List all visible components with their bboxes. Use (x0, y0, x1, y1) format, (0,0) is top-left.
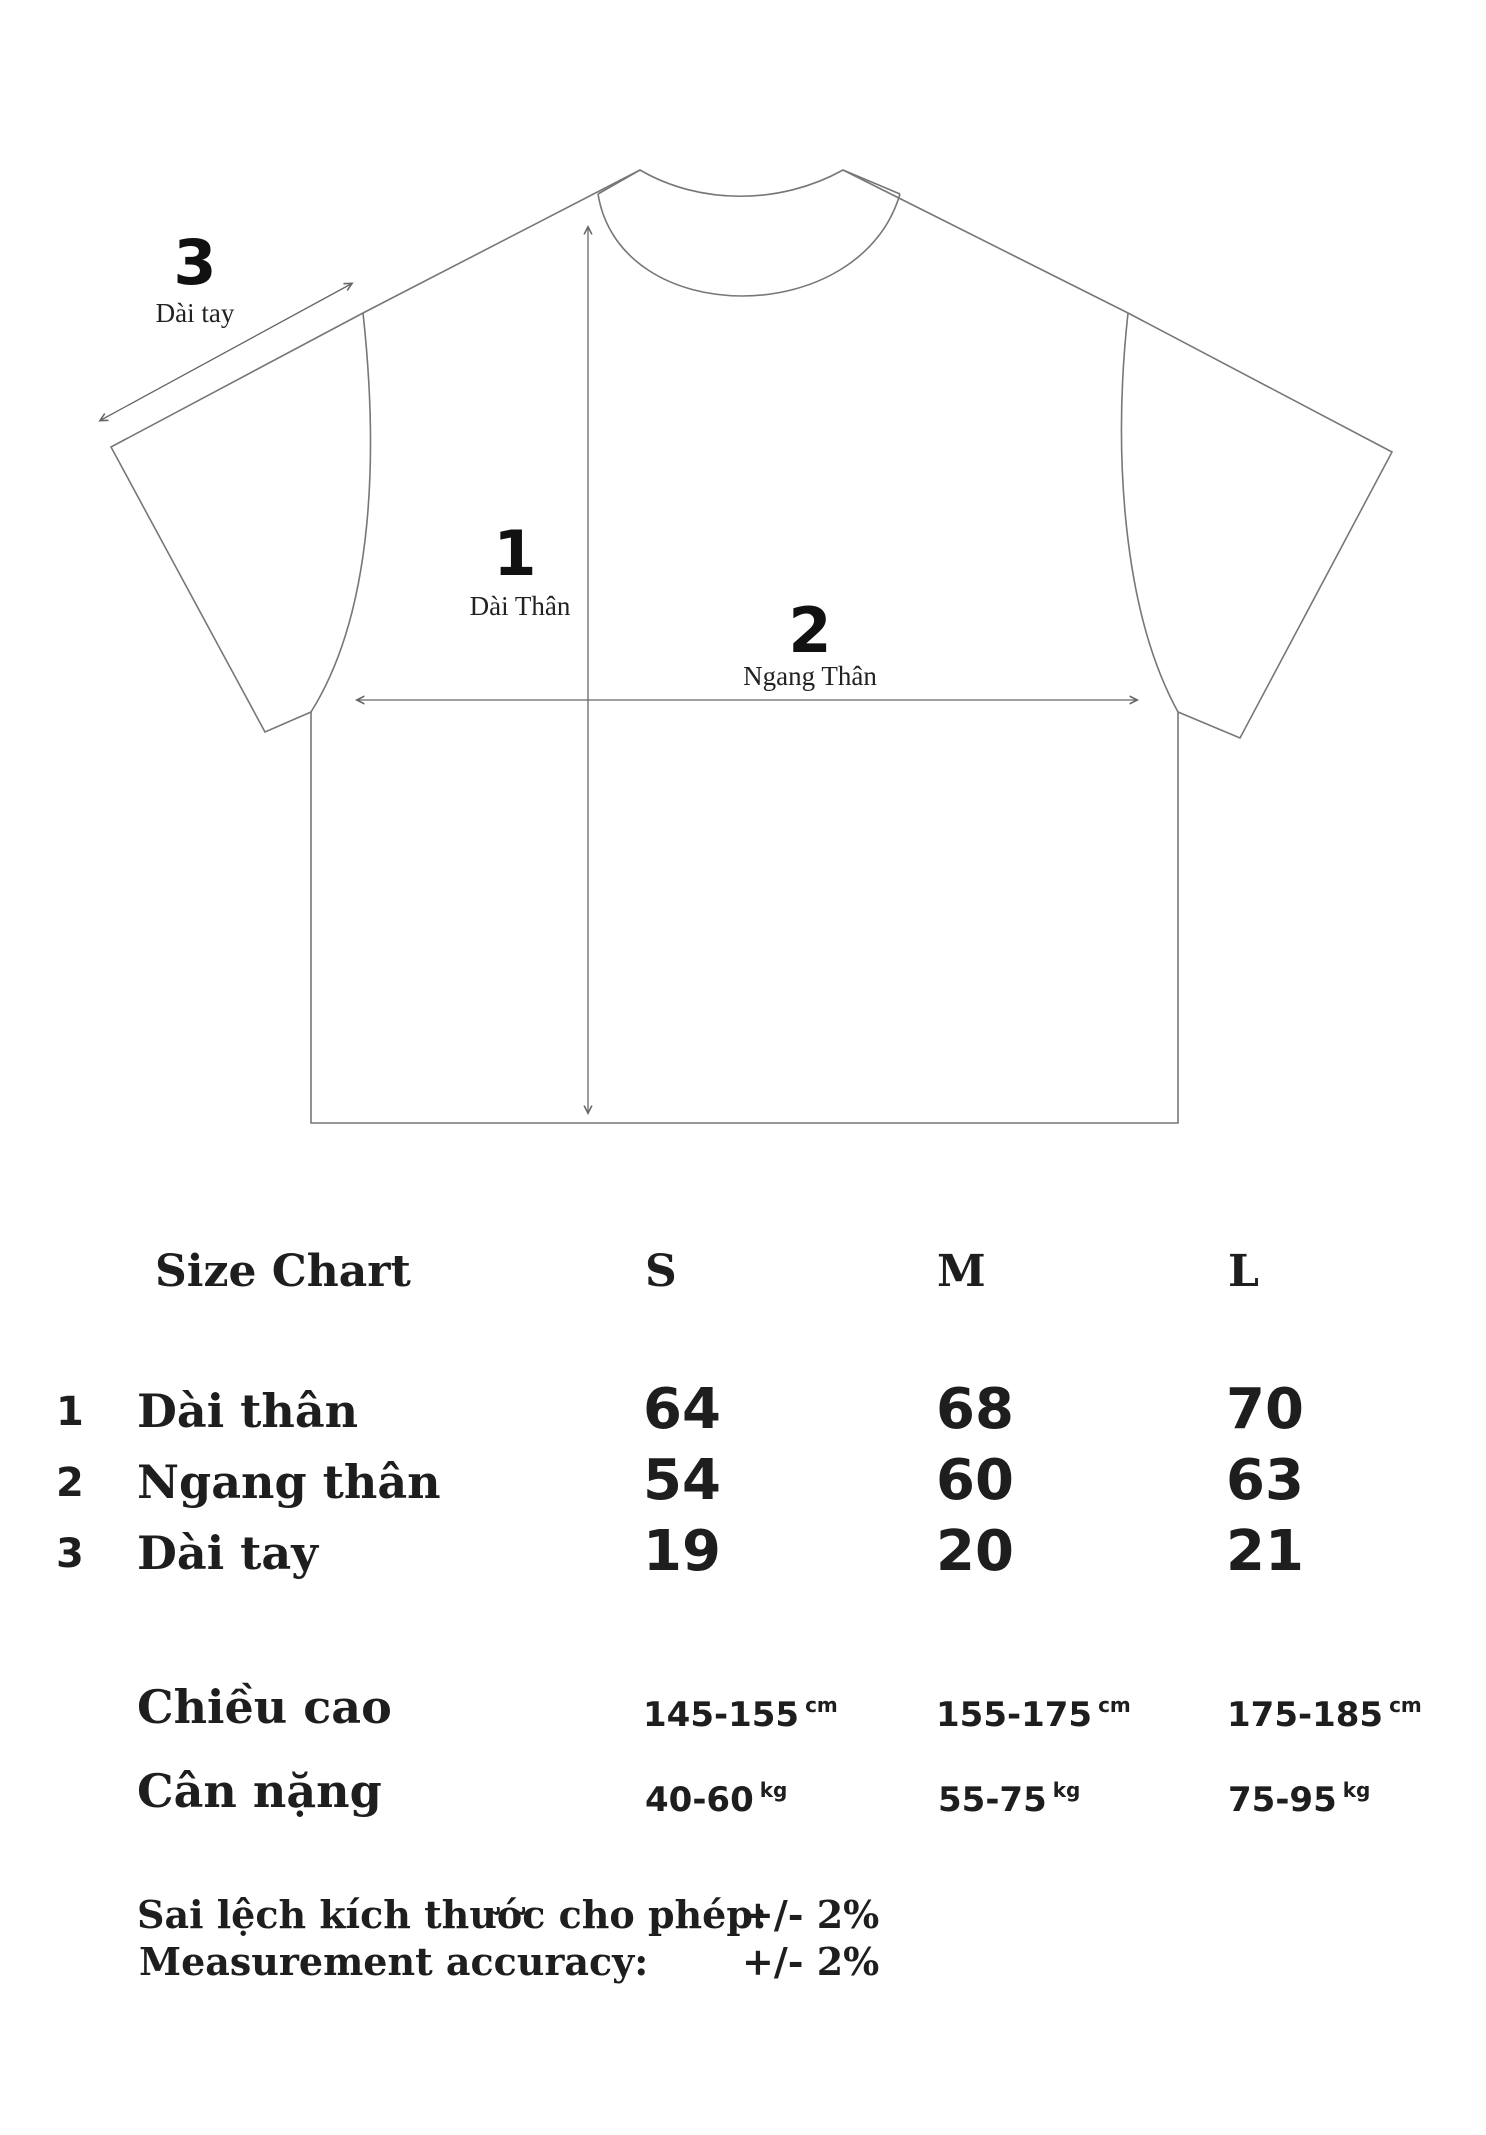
tolerance-vi-label: Sai lệch kích thước cho phép: (137, 1892, 767, 1937)
height-value-m: 155-175 $^{cm}$ (936, 1693, 1131, 1735)
measure-1-number: 1 (493, 517, 537, 590)
row-label: Ngang thân (137, 1455, 441, 1509)
row-number: 3 (56, 1531, 84, 1577)
row-value-m: 68 (936, 1377, 1014, 1442)
row-value-m: 60 (936, 1448, 1014, 1513)
collar-band (598, 194, 900, 296)
tolerance-en-value: +/- 2% (742, 1939, 880, 1984)
weight-label: Cân nặng (137, 1764, 382, 1818)
left-sleeve-seam (311, 313, 370, 712)
row-value-s: 19 (643, 1519, 721, 1584)
height-unit: cm (805, 1693, 838, 1717)
row-value-m: 20 (936, 1519, 1014, 1584)
measure-2-number: 2 (788, 594, 832, 667)
tolerance-en-label: Measurement accuracy: (139, 1939, 649, 1984)
measure-1-label: Dài Thân (469, 591, 571, 621)
measure-2-label: Ngang Thân (743, 661, 877, 691)
size-chart-title: Size Chart (155, 1246, 411, 1297)
height-value-l: 175-185 $^{cm}$ (1227, 1693, 1422, 1735)
weight-unit: kg (1052, 1778, 1081, 1802)
size-header-m: M (937, 1246, 986, 1297)
weight-value-l: 75-95 $^{kg}$ (1228, 1778, 1371, 1820)
row-value-l: 21 (1226, 1519, 1304, 1584)
tolerance-vi-value: +/- 2% (742, 1892, 880, 1937)
row-value-l: 63 (1226, 1448, 1304, 1513)
row-label: Dài tay (137, 1526, 318, 1580)
row-number: 2 (56, 1460, 84, 1506)
height-unit: cm (1098, 1693, 1131, 1717)
weight-value-m: 55-75 $^{kg}$ (938, 1778, 1081, 1820)
size-header-l: L (1228, 1246, 1259, 1297)
height-unit: cm (1389, 1693, 1422, 1717)
row-value-l: 70 (1226, 1377, 1304, 1442)
measure-3-number: 3 (173, 226, 217, 299)
right-sleeve-seam (1122, 313, 1178, 712)
row-number: 1 (56, 1389, 84, 1435)
tshirt-outline (111, 170, 1392, 1123)
height-value-s: 145-155 $^{cm}$ (643, 1693, 838, 1735)
weight-unit: kg (759, 1778, 788, 1802)
row-value-s: 64 (643, 1377, 721, 1442)
height-label: Chiều cao (137, 1680, 392, 1734)
row-value-s: 54 (643, 1448, 721, 1513)
row-label: Dài thân (137, 1384, 359, 1438)
weight-unit: kg (1342, 1778, 1371, 1802)
size-header-s: S (645, 1246, 677, 1297)
measure-3-label: Dài tay (155, 298, 235, 328)
weight-value-s: 40-60 $^{kg}$ (645, 1778, 788, 1820)
